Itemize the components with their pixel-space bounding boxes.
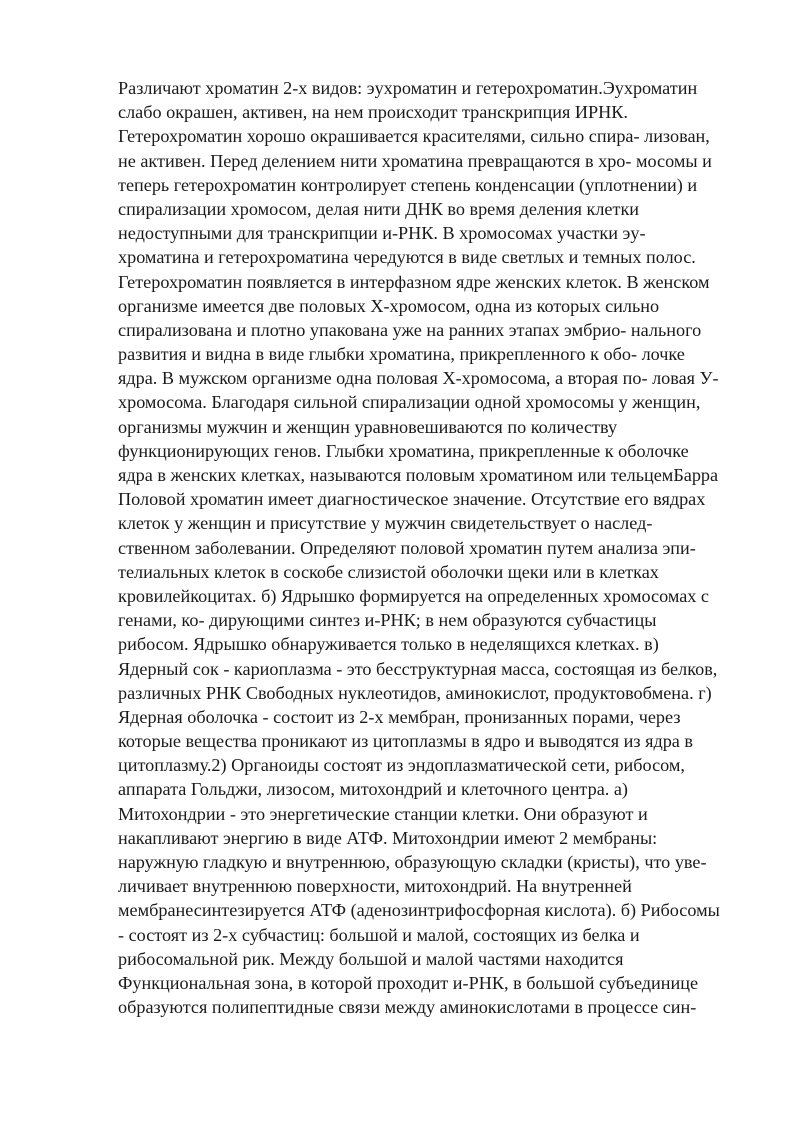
text-line: спирализации хромосом, делая нити ДНК во время деления клетки bbox=[118, 198, 640, 219]
text-line: клеток у женщин и присутствие у мужчин свидетельствует о наслед- bbox=[118, 513, 653, 534]
text-line: слабо окрашен, активен, на нем происходит транскрипция ИРНК. bbox=[118, 102, 628, 123]
text-line: накапливают энергию в виде АТФ. Митохондрии имеют 2 мембраны: bbox=[118, 827, 658, 848]
text-line: телиальных клеток в соскобе слизистой оболочки щеки или в клетках bbox=[118, 561, 659, 582]
text-line: аппарата Гольджи, лизосом, митохондрий и клеточного центра. а) bbox=[118, 779, 628, 800]
body-text bbox=[118, 76, 758, 1019]
text-line: генами, ко- дирующими синтез и-РНК; в нем образуются субчастицы bbox=[118, 610, 657, 631]
text-line: Гетерохроматин хорошо окрашивается красителями, сильно спира- лизован, bbox=[118, 126, 710, 147]
text-line: ядра в женских клетках, называются половым хроматином или тельцемБарра bbox=[118, 465, 719, 485]
text-line: не активен. Перед делением нити хроматина превращаются в хро- мосомы и bbox=[118, 150, 712, 171]
text-line: Различают хроматин 2-х видов: эухроматин и гетерохроматин.Эухроматин bbox=[118, 78, 698, 98]
text-line: кровилейкоцитах. б) Ядрышко формируется на определенных хромосомах с bbox=[118, 585, 710, 606]
text-line: теперь гетерохроматин контролирует степень конденсации (уплотнении) и bbox=[118, 174, 698, 195]
text-line: развития и видна в виде глыбки хроматина, прикрепленного к обо- лочке bbox=[118, 344, 685, 365]
text-line: Гетерохроматин появляется в интерфазном ядре женских клеток. В женском bbox=[118, 271, 710, 292]
text-line: недоступными для транскрипции и-РНК. В хромосомах участки эу- bbox=[118, 223, 646, 244]
text-line: различных РНК Свободных нуклеотидов, аминокислот, продуктовобмена. г) bbox=[118, 682, 712, 703]
text-line: хроматина и гетерохроматина чередуются в виде светлых и темных полос. bbox=[118, 247, 696, 268]
text-line: Ядерная оболочка - состоит из 2-х мембран, пронизанных порами, через bbox=[118, 706, 681, 727]
text-line: личивает внутреннюю поверхности, митохондрий. На внутренней bbox=[118, 876, 632, 897]
text-line: Половой хроматин имеет диагностическое значение. Отсутствие его вядрах bbox=[118, 489, 706, 510]
text-line: Функциональная зона, в которой проходит и-РНК, в большой субъединице bbox=[118, 972, 699, 993]
text-line: Ядерный сок - кариоплазма - это бесструктурная масса, состоящая из белков, bbox=[118, 658, 718, 679]
text-line: рибосом. Ядрышко обнаруживается только в неделящихся клетках. в) bbox=[118, 634, 659, 655]
text-line: функционирующих генов. Глыбки хроматина, прикрепленные к оболочке bbox=[118, 440, 689, 461]
text-line: Митохондрии - это энергетические станции клетки. Они образуют и bbox=[118, 803, 648, 824]
text-line: организмы мужчин и женщин уравновешиваются по количеству bbox=[118, 416, 618, 437]
text-line: цитоплазму.2) Органоиды состоят из эндоплазматической сети, рибосом, bbox=[118, 755, 685, 776]
text-line: организме имеется две половых Х-хромосом, одна из которых сильно bbox=[118, 295, 660, 316]
text-line: наружную гладкую и внутреннюю, образующую складки (кристы), что уве- bbox=[118, 852, 707, 872]
text-line: спирализована и плотно упакована уже на ранних этапах эмбрио- нального bbox=[118, 319, 702, 340]
text-line: ственном заболевании. Определяют половой хроматин путем анализа эпи- bbox=[118, 537, 696, 558]
text-line: мембранесинтезируется АТФ (аденозинтрифосфорная кислота). б) Рибосомы bbox=[118, 900, 720, 921]
text-line: хромосома. Благодаря сильной спирализации одной хромосомы у женщин, bbox=[118, 392, 701, 413]
text-line: рибосомальной рик. Между большой и малой частями находится bbox=[118, 948, 624, 969]
text-line: которые вещества проникают из цитоплазмы в ядро и выводятся из ядра в bbox=[118, 731, 694, 752]
text-line: - состоят из 2-х субчастиц: большой и малой, состоящих из белка и bbox=[118, 924, 640, 945]
text-line: ядра. В мужском организме одна половая Х-хромосома, а вторая по- ловая У- bbox=[118, 368, 719, 389]
text-line: образуются полипептидные связи между аминокислотами в процессе син- bbox=[118, 997, 697, 1018]
